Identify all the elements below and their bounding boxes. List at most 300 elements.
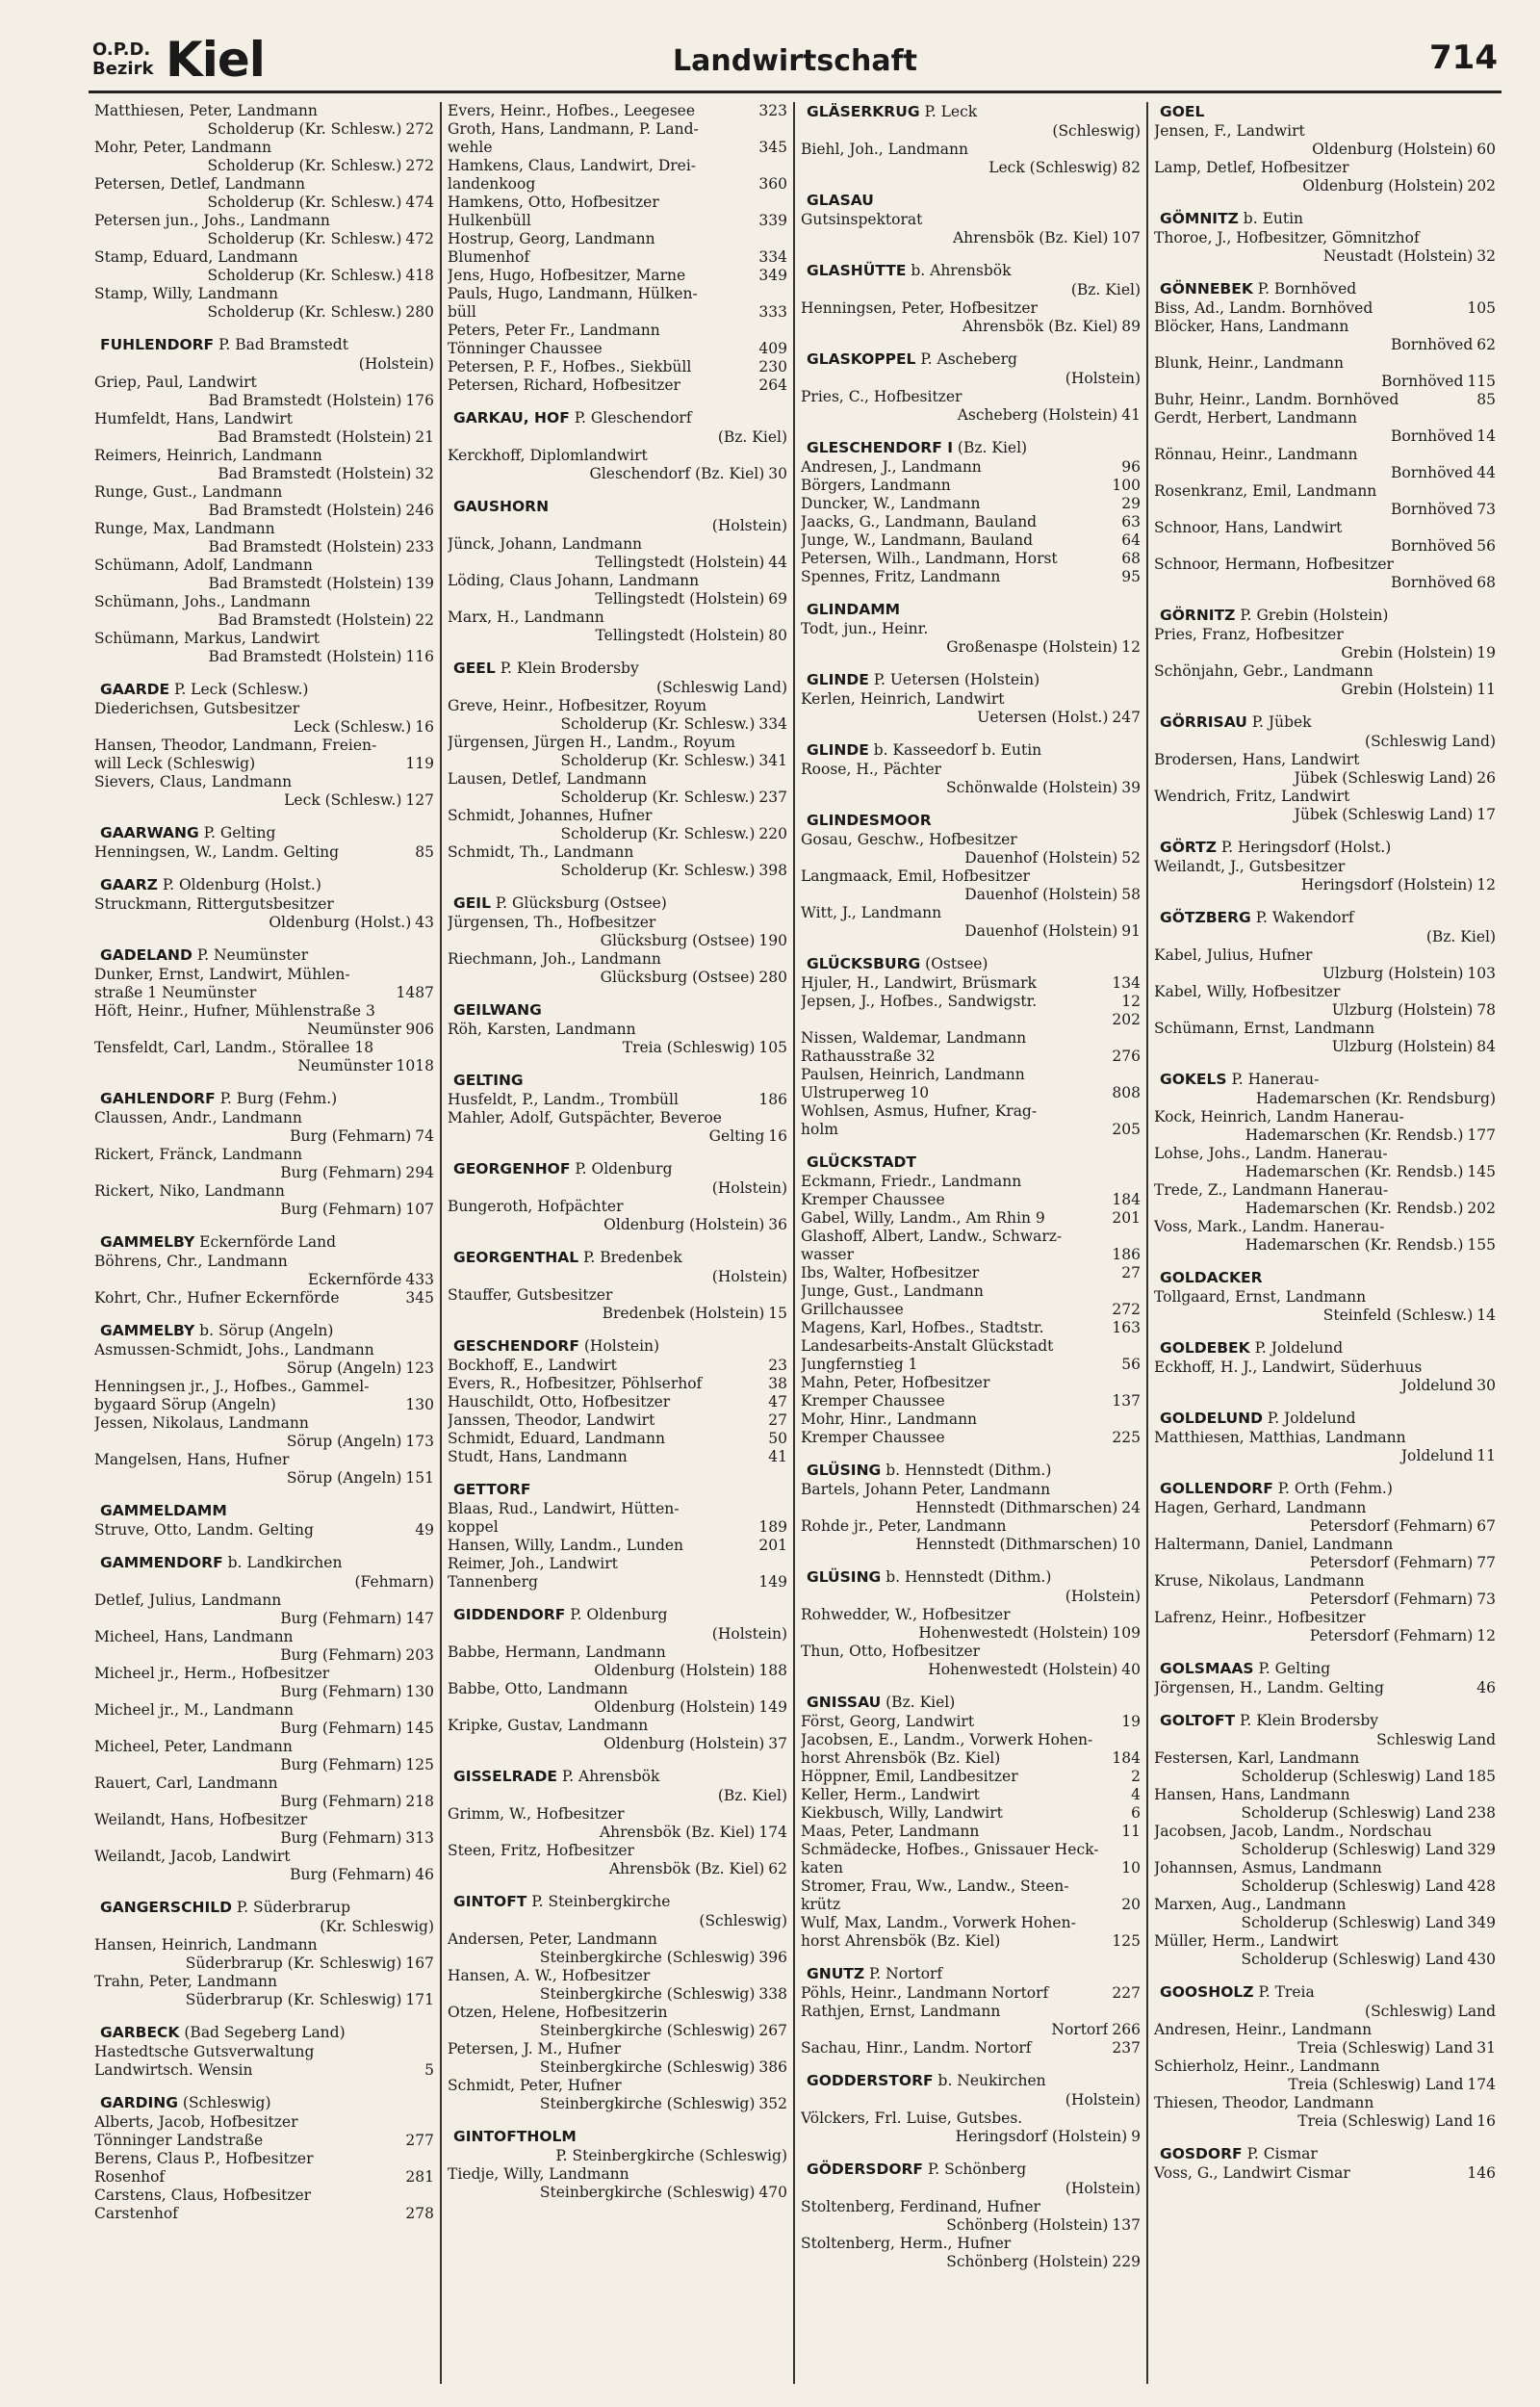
phone-number: 60	[1476, 141, 1496, 158]
entry-line	[448, 914, 787, 932]
phone-number: 474	[405, 194, 434, 211]
entry-text: Henningsen jr., J., Hofbes., Gammel-	[94, 1378, 370, 1395]
entry-line	[448, 376, 787, 395]
phone-number: 173	[405, 1433, 434, 1450]
phone-number: 149	[758, 1698, 787, 1716]
entry-line	[94, 120, 434, 139]
phone-number: 151	[405, 1469, 434, 1487]
entry-text: Bartels, Johann Peter, Landmann	[801, 1481, 1051, 1498]
locality-name: GLÜCKSTADT	[807, 1153, 916, 1171]
locality-name: GAARZ	[100, 876, 158, 893]
phone-number: 52	[1121, 849, 1141, 867]
entry-text: Stamp, Eduard, Landmann	[94, 248, 298, 266]
entry-text: Buhr, Heinr., Landm. Bornhöved	[1154, 391, 1399, 408]
directory-entry	[1154, 983, 1496, 1020]
entry-text: Andresen, J., Landmann	[801, 458, 982, 476]
entry-text: Bad Bramstedt (Holstein)	[218, 465, 412, 482]
entry-text: Kerckhoff, Diplomlandwirt	[448, 447, 648, 464]
entry-text: Petersen, Detlef, Landmann	[94, 175, 306, 193]
locality-heading	[801, 2160, 1141, 2180]
entry-text: Hansen, Heinrich, Landmann	[94, 1936, 318, 1954]
entry-line	[801, 1319, 1141, 1337]
entry-line	[448, 1518, 787, 1537]
phone-number: 470	[758, 2184, 787, 2201]
entry-line	[448, 1375, 787, 1393]
phone-number: 163	[1112, 1319, 1141, 1336]
directory-entry	[801, 1173, 1141, 1209]
directory-entry	[94, 1182, 434, 1219]
locality-heading	[1154, 1711, 1496, 1731]
phone-number: 139	[405, 575, 434, 592]
locality-heading	[1154, 838, 1496, 858]
entry-text: Weilandt, J., Gutsbesitzer	[1154, 858, 1346, 875]
entry-line	[94, 502, 434, 520]
directory-entry	[94, 1414, 434, 1451]
locality-heading	[448, 2127, 787, 2147]
entry-text: Pries, C., Hofbesitzer	[801, 388, 962, 405]
entry-text: Jessen, Nikolaus, Landmann	[94, 1414, 309, 1432]
entry-text: Hjuler, H., Landwirt, Brüsmark	[801, 974, 1037, 992]
entry-line	[801, 709, 1141, 727]
locality-postal: P. Oldenburg (Holst.)	[157, 876, 321, 893]
directory-entry	[801, 974, 1141, 993]
entry-line	[1154, 537, 1496, 556]
entry-text: Steinbergkirche (Schleswig)	[539, 2058, 756, 2076]
entry-line	[448, 2022, 787, 2040]
entry-text: Duncker, W., Landmann	[801, 495, 981, 512]
entry-text: Keller, Herm., Landwirt	[801, 1786, 980, 1803]
entry-text: Babbe, Hermann, Landmann	[448, 1643, 666, 1661]
entry-text: Böhrens, Chr., Landmann	[94, 1253, 288, 1270]
entry-text: Ulzburg (Holstein)	[1331, 1001, 1474, 1019]
locality-heading	[801, 2071, 1141, 2091]
entry-text: Süderbrarup (Kr. Schleswig)	[185, 1954, 402, 1972]
phone-number: 56	[1476, 537, 1496, 555]
phone-number: 47	[768, 1393, 787, 1411]
entry-line	[94, 139, 434, 157]
directory-entry	[801, 1337, 1141, 1374]
locality-name: GARKAU, HOF	[453, 409, 570, 427]
entry-line	[448, 697, 787, 715]
directory-entry	[448, 1393, 787, 1411]
entry-line	[448, 1039, 787, 1057]
phone-number: 247	[1112, 709, 1141, 726]
entry-line	[448, 194, 787, 212]
entry-text: Weilandt, Hans, Hofbesitzer	[94, 1811, 308, 1828]
bezirk-label: Bezirk	[92, 59, 154, 79]
entry-text: Petersen jun., Johs., Landmann	[94, 212, 330, 229]
directory-entry	[801, 141, 1141, 177]
entry-line	[1154, 318, 1496, 336]
entry-line	[1154, 1236, 1496, 1255]
entry-text: Treia (Schleswig) Land	[1297, 2039, 1474, 2057]
entry-line	[1154, 299, 1496, 318]
entry-line	[801, 1481, 1141, 1499]
entry-text: Treia (Schleswig) Land	[1288, 2076, 1464, 2093]
entry-line	[448, 428, 787, 447]
entry-line	[94, 355, 434, 374]
entry-line	[448, 590, 787, 608]
entry-text: Jübek (Schleswig Land)	[1294, 806, 1474, 823]
directory-entry	[94, 773, 434, 810]
entry-line	[448, 1930, 787, 1949]
entry-line	[801, 531, 1141, 550]
entry-text: Jürgensen, Jürgen H., Landm., Royum	[448, 734, 735, 751]
entry-text: Bornhöved	[1390, 336, 1474, 353]
entry-line	[801, 281, 1141, 299]
entry-line	[94, 1918, 434, 1936]
locality-heading	[448, 408, 787, 428]
entry-line	[448, 175, 787, 194]
phone-number: 396	[758, 1949, 787, 1966]
phone-number: 100	[1112, 477, 1141, 494]
locality-heading	[94, 2023, 434, 2043]
entry-line	[801, 159, 1141, 177]
directory-entry	[1154, 1288, 1496, 1325]
entry-text: Glashoff, Albert, Landw., Schwarz-	[801, 1228, 1063, 1245]
entry-line	[448, 1448, 787, 1466]
locality-heading	[94, 2093, 434, 2113]
entry-line	[94, 1973, 434, 1991]
entry-line	[94, 914, 434, 932]
directory-entry	[801, 531, 1141, 550]
opd-abbrev: O.P.D.	[92, 39, 151, 60]
entry-line	[94, 1991, 434, 2009]
directory-entry	[448, 1537, 787, 1555]
entry-line	[1154, 983, 1496, 1001]
directory-entry	[801, 1319, 1141, 1337]
phone-number: 334	[758, 715, 787, 733]
entry-text: Hauschildt, Otto, Hofbesitzer	[448, 1393, 671, 1411]
locality-name: GÖNNEBEK	[1160, 280, 1253, 298]
phone-number: 272	[405, 120, 434, 138]
entry-line	[94, 791, 434, 810]
column-1	[89, 102, 442, 2384]
directory-entry	[1154, 1536, 1496, 1572]
locality-postal: P. Neumünster	[192, 946, 309, 964]
entry-text: Matthiesen, Peter, Landmann	[94, 102, 318, 119]
entry-text: Jaacks, G., Landmann, Bauland	[801, 513, 1038, 531]
phone-number: 109	[1112, 1624, 1141, 1642]
entry-text: Andersen, Peter, Landmann	[448, 1930, 657, 1948]
entry-line	[448, 734, 787, 752]
directory-entry	[1154, 788, 1496, 824]
entry-line	[448, 1680, 787, 1698]
locality-heading	[448, 1767, 787, 1787]
entry-text: Neumünster	[307, 1021, 402, 1038]
entry-line	[448, 932, 787, 950]
entry-text: Höft, Heinr., Hufner, Mühlenstraße 3	[94, 1002, 375, 1020]
directory-entry	[1154, 1786, 1496, 1823]
directory-entry	[448, 267, 787, 285]
entry-line	[94, 1164, 434, 1182]
phone-number: 906	[405, 1021, 434, 1038]
phone-number: 14	[1476, 427, 1496, 445]
entry-text: Stauffer, Gutsbesitzer	[448, 1286, 613, 1304]
entry-text: Brodersen, Hans, Landwirt	[1154, 751, 1360, 768]
phone-number: 20	[1121, 1896, 1141, 1913]
directory-entry	[94, 1665, 434, 1701]
directory-entry	[94, 1378, 434, 1414]
phone-number: 43	[415, 914, 434, 931]
entry-text: Börgers, Landmann	[801, 477, 951, 494]
entry-text: Tönninger Chaussee	[448, 340, 603, 357]
entry-text: Gabel, Willy, Landm., Am Rhin 9	[801, 1209, 1045, 1227]
entry-line	[1154, 1896, 1496, 1914]
entry-text: Tellingstedt (Holstein)	[595, 554, 765, 571]
entry-line	[801, 1411, 1141, 1429]
entry-line	[801, 1029, 1141, 1048]
entry-line	[448, 1021, 787, 1039]
locality-heading	[1154, 606, 1496, 626]
entry-line	[1154, 626, 1496, 644]
locality-name: GÖDERSDORF	[807, 2161, 924, 2178]
locality-heading	[94, 945, 434, 966]
entry-text: Hademarschen (Kr. Rendsb.)	[1245, 1163, 1464, 1180]
phone-number: 125	[405, 1756, 434, 1773]
entry-line	[448, 517, 787, 535]
phone-number: 225	[1112, 1429, 1141, 1446]
phone-number: 73	[1476, 501, 1496, 518]
entry-text: Otzen, Helene, Hofbesitzerin	[448, 2004, 668, 2021]
entry-line	[94, 700, 434, 718]
entry-line	[1154, 751, 1496, 769]
entry-text: Schümann, Johs., Landmann	[94, 593, 311, 610]
entry-text: Greve, Heinr., Hofbesitzer, Royum	[448, 697, 707, 714]
phone-number: 9	[1131, 2128, 1141, 2145]
phone-number: 40	[1121, 1661, 1141, 1678]
directory-entry	[94, 1573, 434, 1592]
locality-heading	[94, 1898, 434, 1918]
entry-line	[801, 1536, 1141, 1554]
locality-name: GEEL	[453, 660, 496, 677]
entry-line	[1154, 2039, 1496, 2058]
entry-text: Todt, jun., Heinr.	[801, 620, 929, 637]
entry-line	[801, 229, 1141, 247]
entry-text: Löding, Claus Johann, Landmann	[448, 572, 700, 589]
entry-text: Kohrt, Chr., Hufner Eckernförde	[94, 1289, 340, 1307]
directory-entry	[448, 914, 787, 950]
entry-line	[801, 1228, 1141, 1246]
entry-text: Oldenburg (Holst.)	[269, 914, 412, 931]
entry-line	[94, 1954, 434, 1973]
entry-text: Hamkens, Otto, Hofbesitzer	[448, 194, 659, 211]
directory-entry	[1154, 1896, 1496, 1932]
phone-number: 185	[1467, 1768, 1496, 1785]
entry-text: Burg (Fehmarn)	[290, 1866, 412, 1883]
directory-entry	[801, 761, 1141, 797]
entry-line	[801, 495, 1141, 513]
entry-line	[94, 1057, 434, 1075]
phone-number: 418	[405, 267, 434, 284]
entry-text: (Bz. Kiel)	[1070, 281, 1141, 298]
phone-number: 31	[1476, 2039, 1496, 2057]
entry-line	[1154, 1841, 1496, 1859]
entry-line	[801, 867, 1141, 886]
entry-line	[448, 2095, 787, 2113]
directory-entry	[1154, 2021, 1496, 2058]
directory-entry	[1154, 1020, 1496, 1056]
directory-entry	[448, 120, 787, 157]
entry-line	[1154, 1914, 1496, 1932]
entry-line	[1154, 141, 1496, 159]
locality-postal: P. Bredenbek	[578, 1249, 682, 1266]
entry-line	[448, 752, 787, 770]
entry-text: will Leck (Schleswig)	[94, 755, 256, 772]
entry-line	[1154, 1499, 1496, 1517]
entry-text: Ahrensbök (Bz. Kiel)	[608, 1860, 765, 1877]
entry-text: Steinbergkirche (Schleswig)	[539, 2095, 756, 2112]
entry-line	[94, 1774, 434, 1793]
entry-line	[1154, 2003, 1496, 2021]
entry-line	[1154, 2076, 1496, 2094]
entry-line	[1154, 122, 1496, 141]
entry-text: Hansen, Hans, Landmann	[1154, 1786, 1350, 1803]
locality-name: GODDERSTORF	[807, 2072, 934, 2089]
entry-text: Rosenkranz, Emil, Landmann	[1154, 482, 1377, 500]
entry-text: Micheel jr., Herm., Hofbesitzer	[94, 1665, 330, 1682]
phone-number: 202	[1467, 1200, 1496, 1217]
phone-number: 281	[405, 2168, 434, 2186]
entry-line	[448, 1643, 787, 1662]
phone-number: 82	[1121, 159, 1141, 176]
entry-text: Süderbrarup (Kr. Schleswig)	[185, 1991, 402, 2008]
directory-entry	[1154, 1090, 1496, 1108]
phone-number: 203	[405, 1646, 434, 1664]
entry-line	[94, 1720, 434, 1738]
entry-text: Rickert, Niko, Landmann	[94, 1182, 285, 1200]
entry-text: Paulsen, Heinrich, Landmann	[801, 1066, 1025, 1083]
entry-line	[801, 1429, 1141, 1447]
phone-number: 201	[758, 1537, 787, 1554]
entry-text: Leck (Schlesw.)	[284, 791, 402, 809]
entry-text: Lafrenz, Heinr., Hofbesitzer	[1154, 1609, 1366, 1626]
entry-line	[448, 1985, 787, 2004]
entry-line	[448, 139, 787, 157]
entry-line	[801, 1209, 1141, 1228]
locality-heading	[1154, 2144, 1496, 2164]
entry-text: Hansen, Willy, Landm., Lunden	[448, 1537, 684, 1554]
phone-number: 190	[758, 932, 787, 949]
entry-line	[94, 2150, 434, 2168]
directory-entry	[448, 1930, 787, 1967]
entry-line	[1154, 2164, 1496, 2183]
phone-number: 349	[758, 267, 787, 284]
directory-entry	[1154, 409, 1496, 446]
entry-text: Sachau, Hinr., Landm. Nortorf	[801, 2039, 1032, 2057]
entry-line	[801, 761, 1141, 779]
entry-line	[94, 230, 434, 248]
directory-entry	[448, 572, 787, 608]
entry-text: Gerdt, Herbert, Landmann	[1154, 409, 1357, 427]
entry-line	[94, 1521, 434, 1540]
entry-line	[801, 1661, 1141, 1679]
entry-line	[1154, 1749, 1496, 1768]
entry-text: Biehl, Joh., Landmann	[801, 141, 968, 158]
entry-line	[448, 554, 787, 572]
entry-text: Tiedje, Willy, Landmann	[448, 2165, 629, 2183]
entry-text: Dunker, Ernst, Landwirt, Mühlen-	[94, 966, 350, 983]
entry-line	[1154, 1877, 1496, 1896]
phone-number: 345	[405, 1289, 434, 1307]
locality-postal: P. Uetersen (Holstein)	[868, 671, 1040, 688]
entry-line	[801, 1246, 1141, 1264]
directory-entry	[448, 1842, 787, 1878]
entry-text: Schönberg (Holstein)	[946, 2253, 1109, 2270]
directory-entry	[94, 1738, 434, 1774]
directory-entry	[801, 550, 1141, 568]
locality-heading	[448, 1605, 787, 1625]
entry-text: Babbe, Otto, Landmann	[448, 1680, 629, 1697]
entry-line	[94, 248, 434, 267]
directory-entry	[448, 2077, 787, 2113]
locality-postal: P. Oldenburg	[565, 1606, 668, 1623]
directory-entry	[1154, 229, 1496, 266]
entry-line	[801, 849, 1141, 867]
entry-text: Dauenhof (Holstein)	[964, 849, 1118, 867]
entry-line	[94, 1701, 434, 1720]
directory-entry	[1154, 1218, 1496, 1255]
entry-line	[1154, 1823, 1496, 1841]
phone-number: 38	[768, 1375, 787, 1392]
entry-line	[1154, 2021, 1496, 2039]
entry-text: Bornhöved	[1390, 464, 1474, 481]
entry-line	[94, 843, 434, 862]
entry-line	[94, 648, 434, 666]
entry-text: Petersen, Wilh., Landmann, Horst	[801, 550, 1058, 567]
entry-text: Groth, Hans, Landmann, P. Land-	[448, 120, 699, 138]
locality-name: GÖTZBERG	[1160, 909, 1251, 926]
entry-text: Witt, J., Landmann	[801, 904, 942, 921]
phone-number: 16	[768, 1127, 787, 1145]
entry-line	[1154, 733, 1496, 751]
phone-number: 147	[405, 1610, 434, 1627]
phone-number: 227	[1112, 1984, 1141, 2002]
entry-text: Henningsen, W., Landm. Gelting	[94, 843, 340, 861]
entry-text: Mahn, Peter, Hofbesitzer	[801, 1374, 990, 1391]
entry-text: Tellingstedt (Holstein)	[595, 627, 765, 644]
locality-heading	[94, 875, 434, 895]
entry-line	[448, 572, 787, 590]
entry-line	[801, 1804, 1141, 1823]
entry-line	[94, 737, 434, 755]
directory-entry	[801, 299, 1141, 336]
locality-postal: b. Ahrensbök	[906, 262, 1012, 279]
entry-line	[94, 267, 434, 285]
entry-text: Heringsdorf (Holstein)	[955, 2128, 1128, 2145]
entry-text: Glücksburg (Ostsee)	[600, 932, 756, 949]
phone-number: 16	[1476, 2112, 1496, 2130]
directory-entry	[94, 966, 434, 1002]
locality-name: GLÜCKSBURG	[807, 955, 921, 972]
entry-line	[801, 1896, 1141, 1914]
entry-line	[94, 2113, 434, 2132]
entry-text: Kiekbusch, Willy, Landwirt	[801, 1804, 1003, 1822]
entry-line	[801, 1731, 1141, 1749]
entry-text: Mohr, Hinr., Landmann	[801, 1411, 978, 1428]
entry-line	[94, 611, 434, 630]
entry-text: Kremper Chaussee	[801, 1429, 945, 1446]
directory-entry	[801, 370, 1141, 388]
directory-entry	[94, 285, 434, 322]
locality-name: GLINDE	[807, 741, 869, 759]
phone-number: 352	[758, 2095, 787, 2112]
entry-line	[1154, 788, 1496, 806]
entry-text: Sörup (Angeln)	[286, 1469, 402, 1487]
locality-heading	[448, 1892, 787, 1912]
locality-name: GLÄSERKRUG	[807, 103, 920, 120]
entry-text: 202	[1112, 1011, 1141, 1028]
